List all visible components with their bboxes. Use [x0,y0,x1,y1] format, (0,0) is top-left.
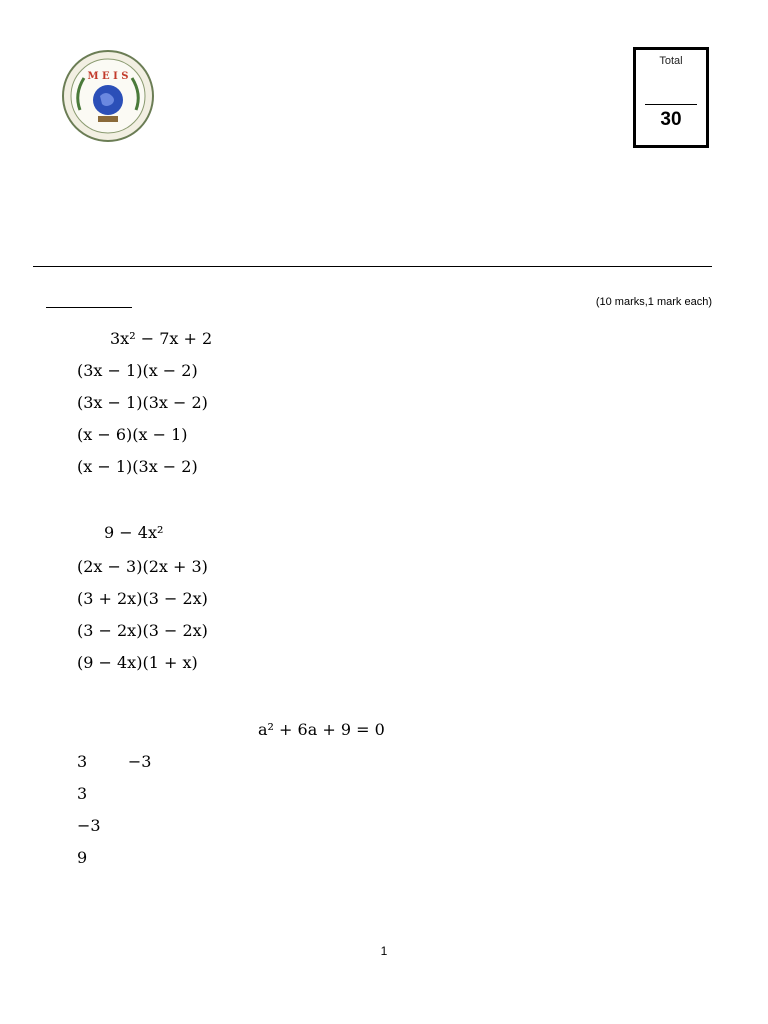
total-value: 30 [660,109,682,130]
question-3-option[interactable]: 9 [77,848,88,867]
question-1-expression: 3x² − 7x + 2 [110,329,213,348]
question-1-option[interactable]: (x − 1)(3x − 2) [77,457,198,476]
question-3-option[interactable]: 3 −3 [77,752,152,771]
svg-text:M E I S: M E I S [87,71,129,82]
question-2-expression: 9 − 4x² [104,523,164,542]
question-2-option[interactable]: (3 + 2x)(3 − 2x) [77,589,208,608]
question-1-option[interactable]: (3x − 1)(3x − 2) [77,393,208,412]
section-title-underline [46,307,132,308]
question-2-option[interactable]: (3 − 2x)(3 − 2x) [77,621,208,640]
question-3-option[interactable]: −3 [77,816,101,835]
total-label: Total [659,55,683,67]
marks-note: (10 marks,1 mark each) [595,296,712,308]
question-3-option[interactable]: 3 [77,784,88,803]
total-divider [645,104,697,105]
question-1-option[interactable]: (3x − 1)(x − 2) [77,361,198,380]
question-1-option[interactable]: (x − 6)(x − 1) [77,425,188,444]
header-rule [33,266,712,267]
total-score-box [633,47,709,148]
page-number: 1 [380,944,388,958]
question-2-option[interactable]: (9 − 4x)(1 + x) [77,653,198,672]
question-2-option[interactable]: (2x − 3)(2x + 3) [77,557,208,576]
question-3-expression: a² + 6a + 9 = 0 [258,720,385,739]
school-crest-icon [60,48,156,144]
